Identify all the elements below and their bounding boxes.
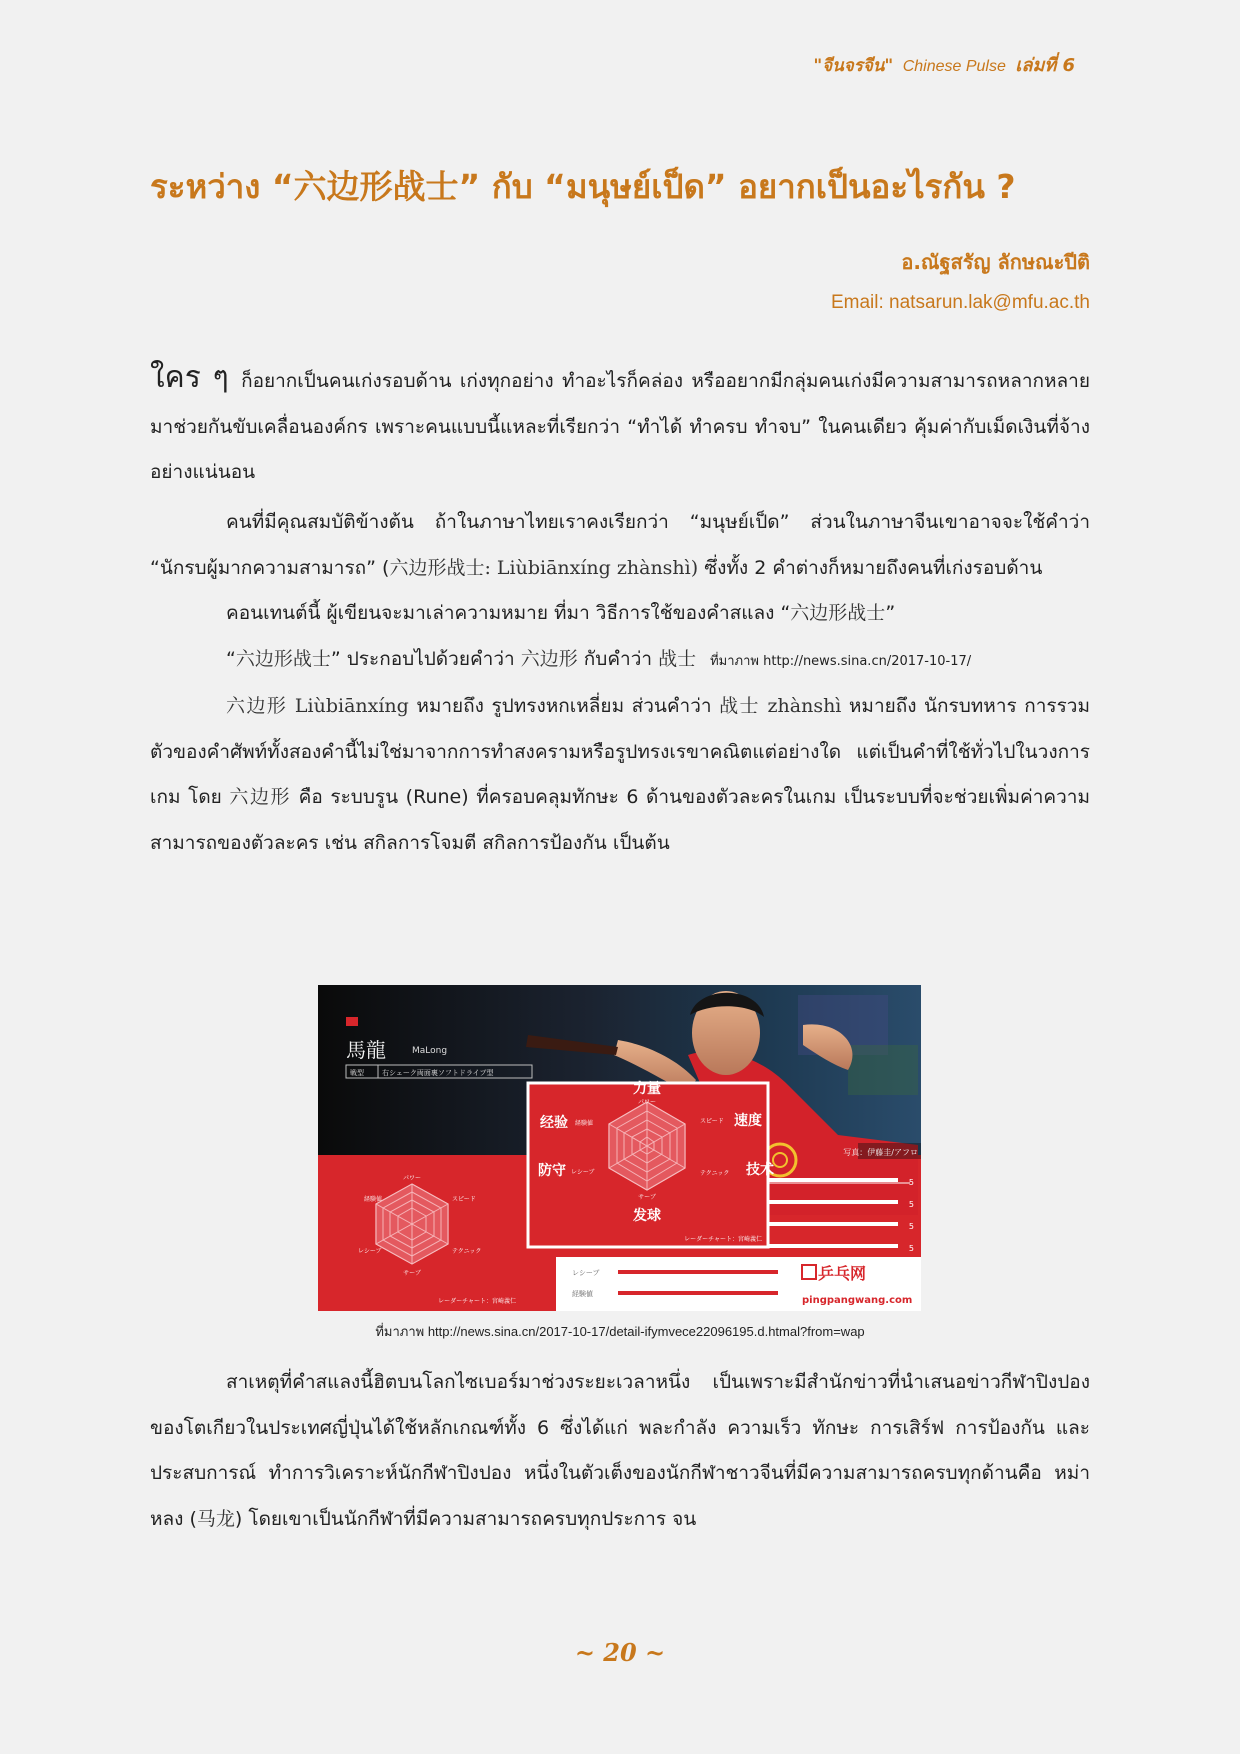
author-email: Email: natsarun.lak@mfu.ac.th — [830, 292, 1090, 313]
paragraph-6 — [150, 1360, 1090, 1542]
small-axis-power: パワー — [402, 1175, 422, 1182]
paragraph-1 — [150, 355, 1090, 496]
paragraph-4-text-c: กับคำว่า — [577, 647, 659, 670]
paragraph-3-chinese: 六边形战士 — [790, 602, 886, 624]
paragraph-3-text-a: คอนเทนต์นี้ ผู้เขียนจะมาเล่าความหมาย ที่มา วิธีการใช้ของคำสแลง “ — [226, 602, 791, 624]
small-axis-receive: レシーブ — [358, 1248, 382, 1255]
axis-sub-speed: スピード — [700, 1118, 724, 1125]
player-name-english: MaLong — [412, 1046, 448, 1056]
bar-value-3: 5 — [908, 1222, 914, 1231]
axis-label-speed: 速度 — [734, 1113, 762, 1129]
paragraph-2-text-a: คนที่มีคุณสมบัติข้างต้น ถ้าในภาษาไทยเราคงเรียกว่า “มนุษย์เป็ด” ส่วนในภาษาจีนเขาอาจจะใช้คำว่า “นักรบผู้มากความสามารถ” ( — [150, 511, 1090, 579]
paragraph-4-text-b: ” ประกอบไปด้วยคำว่า — [330, 647, 521, 670]
main-radar-credit: レーダーチャート：宮崎義仁 — [684, 1236, 762, 1243]
bar-value-1: 5 — [908, 1178, 914, 1187]
paragraph-2-text-b: ซึ่งทั้ง 2 คำต่างก็หมายถึงคนที่เก่งรอบด้าน — [698, 556, 1043, 579]
player-name-chinese: 馬龍 — [346, 1038, 386, 1062]
paragraph-5 — [150, 684, 1090, 866]
paragraph-6-chinese: 马龙 — [196, 1507, 235, 1530]
small-axis-technique: テクニック — [452, 1248, 482, 1255]
paragraph-4-chinese-3: 战士 — [658, 647, 697, 670]
axis-label-experience: 经验 — [540, 1115, 568, 1131]
drop-cap: ใคร ๆ — [150, 360, 229, 395]
small-axis-speed: スピード — [452, 1196, 476, 1203]
paragraph-4-chinese-2: 六边形 — [520, 647, 578, 670]
figure-caption: ที่มาภาพ http://news.sina.cn/2017-10-17/detail-ifymvece22096195.d.htmal?from=wap — [375, 1324, 865, 1339]
paragraph-5-text-c: คือ ระบบรูน (Rune) ที่ครอบคลุมทักษะ 6 ด้านของตัวละครในเกม เป็นระบบที่จะช่วยเพิ่มค่าความสามารถของตัวละคร เช่น สกิลการโจมตี สกิลการป้องกัน เป็นต้น — [150, 786, 1090, 854]
magazine-subtitle: Chinese Pulse — [902, 58, 1006, 75]
axis-label-power: 力量 — [633, 1081, 661, 1097]
axis-label-technique: 技术 — [746, 1162, 774, 1178]
play-style-value: 右シェーク両面裏ソフトドライブ型 — [382, 1069, 494, 1077]
magazine-name: "จีนจรจีน" — [813, 56, 894, 76]
lower-bar-label-1: レシーブ — [572, 1269, 600, 1277]
paragraph-4 — [150, 637, 1090, 685]
figure-illustration — [318, 985, 921, 1311]
page-number: ~ 20 ~ — [574, 1638, 666, 1667]
small-radar-credit: レーダーチャート：宮崎義仁 — [438, 1298, 516, 1305]
axis-sub-serve: サーブ — [638, 1194, 656, 1201]
paragraph-5-text-a: หมายถึง รูปทรงหกเหลี่ยม ส่วนคำว่า — [408, 695, 720, 717]
running-header — [813, 50, 1075, 79]
radar-chart-photo — [318, 985, 921, 1311]
lower-bar-label-2: 経験値 — [572, 1290, 593, 1298]
paragraph-6-text-b: ) โดยเขาเป็นนักกีฬาที่มีความสามารถครบทุกประการ จน — [234, 1507, 697, 1530]
axis-sub-defense: レシーブ — [571, 1169, 595, 1176]
small-axis-experience: 経験値 — [364, 1196, 383, 1203]
axis-label-serve: 发球 — [633, 1208, 661, 1224]
watermark-url: pingpangwang.com — [802, 1295, 913, 1306]
bar-value-2: 5 — [908, 1200, 914, 1209]
body-paragraph-block — [150, 500, 1090, 866]
closing-paragraph-block — [150, 1360, 1090, 1542]
paragraph-5-chinese-1: 六边形 Liùbiānxíng — [226, 695, 409, 717]
inline-image-source: ที่มาภาพ http://news.sina.cn/2017-10-17/ — [710, 653, 972, 669]
paragraph-3-text-b: ” — [885, 602, 896, 624]
paragraph-5-text-b: หมายถึง นักรบทหาร การรวมตัวของคำศัพท์ทั้งสองคำนี้ไม่ใช่มาจากการทำสงครามหรือรูปทรงเรขาคณิตแต่อย่างใด แต่เป็นคำที่ใช้ทั่วไปในวงการเกม โดย — [150, 695, 1090, 808]
paragraph-5-chinese-3: 六边形 — [229, 786, 292, 808]
paragraph-6-text-a: สาเหตุที่คำสแลงนี้ฮิตบนโลกไซเบอร์มาช่วงระยะเวลาหนึ่ง เป็นเพราะมีสำนักข่าวที่นำเสนอข่าวกีฬาปิงปองของโตเกียวในประเทศญี่ปุ่นได้ใช้หลักเกณฑ์ทั้ง 6 ซึ่งได้แก่ พละกำลัง ความเร็ว ทักษะ การเสิร์ฟ การป้องกัน และประสบการณ์ ทำการวิเคราะห์นักกีฬาปิงปอง หนึ่งในตัวเต็งของนักกีฬาชาวจีนที่มีความสามารถครบทุกด้านคือ หม่าหลง ( — [150, 1371, 1090, 1530]
paragraph-3 — [150, 591, 1090, 637]
intro-paragraph-block — [150, 355, 1090, 496]
issue-number: เล่มที่ 6 — [1015, 55, 1075, 76]
photo-credit: 写真：伊藤圭/アフロ — [843, 1148, 918, 1157]
paragraph-2 — [150, 500, 1090, 591]
axis-sub-power: パワー — [637, 1099, 657, 1106]
axis-label-defense: 防守 — [538, 1163, 566, 1179]
paragraph-1-text: ก็อยากเป็นคนเก่งรอบด้าน เก่งทุกอย่าง ทำอะไรก็คล่อง หรืออยากมีกลุ่มคนเก่งมีความสามารถหลากหลายมาช่วยกันขับเคลื่อนองค์กร เพราะคนแบบนี้แหละที่เรียกว่า “ทำได้ ทำครบ ทำจบ” ในคนเดียว คุ้มค่ากับเม็ดเงินที่จ้างอย่างแน่นอน — [150, 370, 1090, 483]
paragraph-4-text-a: “ — [226, 647, 236, 670]
small-axis-serve: サーブ — [403, 1270, 421, 1277]
watermark-chinese: 乒乓网 — [818, 1264, 867, 1283]
paragraph-4-chinese-1: 六边形战士 — [235, 647, 331, 670]
paragraph-2-chinese: 六边形战士: Liùbiānxíng zhànshì) — [389, 556, 699, 579]
axis-sub-experience: 経験値 — [575, 1120, 594, 1127]
paragraph-5-chinese-2: 战士 zhànshì — [719, 695, 842, 717]
play-style-label: 戦型 — [350, 1069, 364, 1077]
article-title: ระหว่าง “六边形战士” กับ “มนุษย์เป็ด” อยากเป็นอะไรกัน ? — [150, 167, 1016, 206]
bar-value-4: 5 — [908, 1244, 914, 1253]
article-author: อ.ณัฐสรัญ ลักษณะปีติ — [901, 250, 1090, 274]
axis-sub-technique: テクニック — [700, 1170, 730, 1177]
